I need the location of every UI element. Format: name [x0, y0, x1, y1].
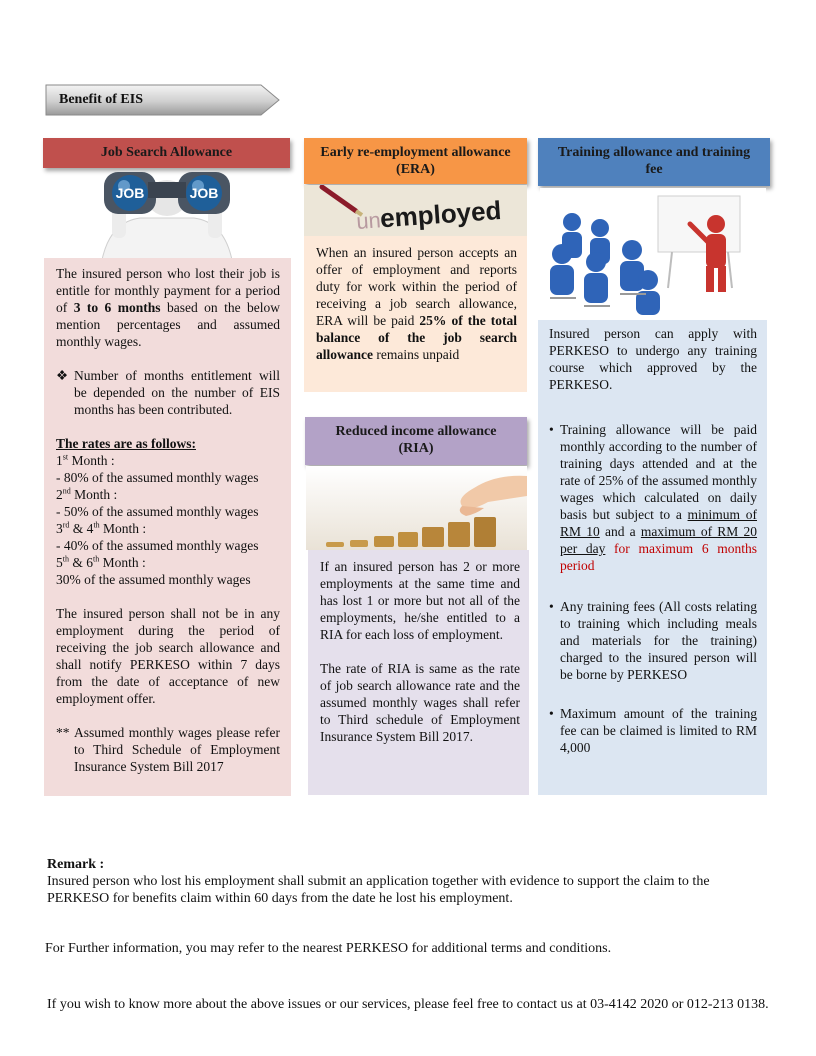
jsa-note: ** Assumed monthly wages please refer to Third Schedule of Employment Insurance System Bill 2017: [56, 725, 280, 774]
rate-label: 5th & 6th Month :: [56, 554, 146, 570]
jsa-body: [44, 258, 291, 796]
unemployed-word: employed: [379, 194, 503, 234]
training-bullet-allowance: • Training allowance will be paid monthly according to the number of training days attended and at the rate of 25% of the assumed monthly wages which calculated on daily basis but subject to a minimum of RM 10 and a maximum of RM 20 per day for maximum 6 months period: [549, 421, 757, 574]
remark-heading: Remark :: [47, 857, 105, 872]
training-image: [540, 188, 766, 320]
remark-section: [47, 856, 767, 907]
ria-header: Reduced income allowance (RIA): [305, 417, 527, 465]
ria-body: [308, 550, 529, 795]
coins-image: [306, 466, 527, 550]
jsa-bullet: ❖ Number of months entitlement will be depended on the number of EIS months has been contributed.: [56, 368, 280, 417]
training-header: Training allowance and training fee: [538, 138, 770, 186]
rates-list: [56, 452, 280, 588]
training-bullet-max: • Maximum amount of the training fee can be claimed is limited to RM 4,000: [549, 705, 757, 756]
rate-desc: - 40% of the assumed monthly wages: [56, 538, 259, 553]
jsa-intro: The insured person who lost their job is entitle for monthly payment for a period of 3 to 6 months based on the below mention percentages and assumed monthly wages.: [56, 266, 280, 349]
rate-desc: - 50% of the assumed monthly wages: [56, 504, 259, 519]
rate-desc: - 80% of the assumed monthly wages: [56, 470, 259, 485]
training-body: [538, 320, 767, 795]
rate-label: 1st Month :: [56, 452, 115, 468]
rates-heading: The rates are as follows:: [56, 436, 196, 451]
training-list: [549, 421, 757, 756]
era-body: [304, 236, 527, 392]
jsa-header: Job Search Allowance: [43, 138, 290, 168]
rate-desc: 30% of the assumed monthly wages: [56, 572, 251, 587]
binocular-left-label: JOB: [115, 185, 145, 201]
era-text: When an insured person accepts an offer of employment and reports duty for work within the period of receiving a job search allowance, ERA will be paid 25% of the total balance of the job search allowance remains unpaid: [316, 245, 518, 362]
contact-text: If you wish to know more about the above issues or our services, please feel free to contact us at 03-4142 2020 or 012-213 0138.: [47, 997, 769, 1012]
binoculars-image: [82, 170, 252, 260]
training-bullet-fees: • Any training fees (All costs relating to training which including meals and materials for the training) charged to the insured person will be borne by PERKESO: [549, 598, 757, 683]
diamond-bullet-icon: ❖: [56, 368, 69, 383]
unemployed-image: [304, 185, 527, 236]
unemployed-prefix: un: [355, 207, 382, 235]
ria-para2: The rate of RIA is same as the rate of job search allowance rate and the assumed monthly wages shall refer to Third schedule of Employment Insurance System Bill 2017.: [320, 661, 520, 744]
binocular-right-label: JOB: [189, 185, 219, 201]
training-intro: Insured person can apply with PERKESO to undergo any training course which approved by the PERKESO.: [549, 326, 757, 392]
page-title: Benefit of EIS: [59, 92, 143, 107]
jsa-obligation: The insured person shall not be in any employment during the period of receiving the job search allowance and shall notify PERKESO within 7 days from the date of acceptance of new employment offer.: [56, 606, 280, 706]
rate-label: 3rd & 4th Month :: [56, 520, 147, 536]
page-title-tab: [45, 84, 279, 116]
rate-label: 2nd Month :: [56, 486, 118, 502]
remark-text: Insured person who lost his employment shall submit an application together with evidence to support the claim to the PERKESO for benefits claim within 60 days from the date he lost his employment.: [47, 874, 710, 906]
era-header: Early re-employment allowance (ERA): [304, 138, 527, 184]
further-info-text: For Further information, you may refer to the nearest PERKESO for additional terms and conditions.: [45, 941, 612, 956]
ria-para1: If an insured person has 2 or more employments at the same time and has lost 1 or more but not all of the employments, he/she entitled to a RIA for each loss of employment.: [320, 559, 520, 642]
